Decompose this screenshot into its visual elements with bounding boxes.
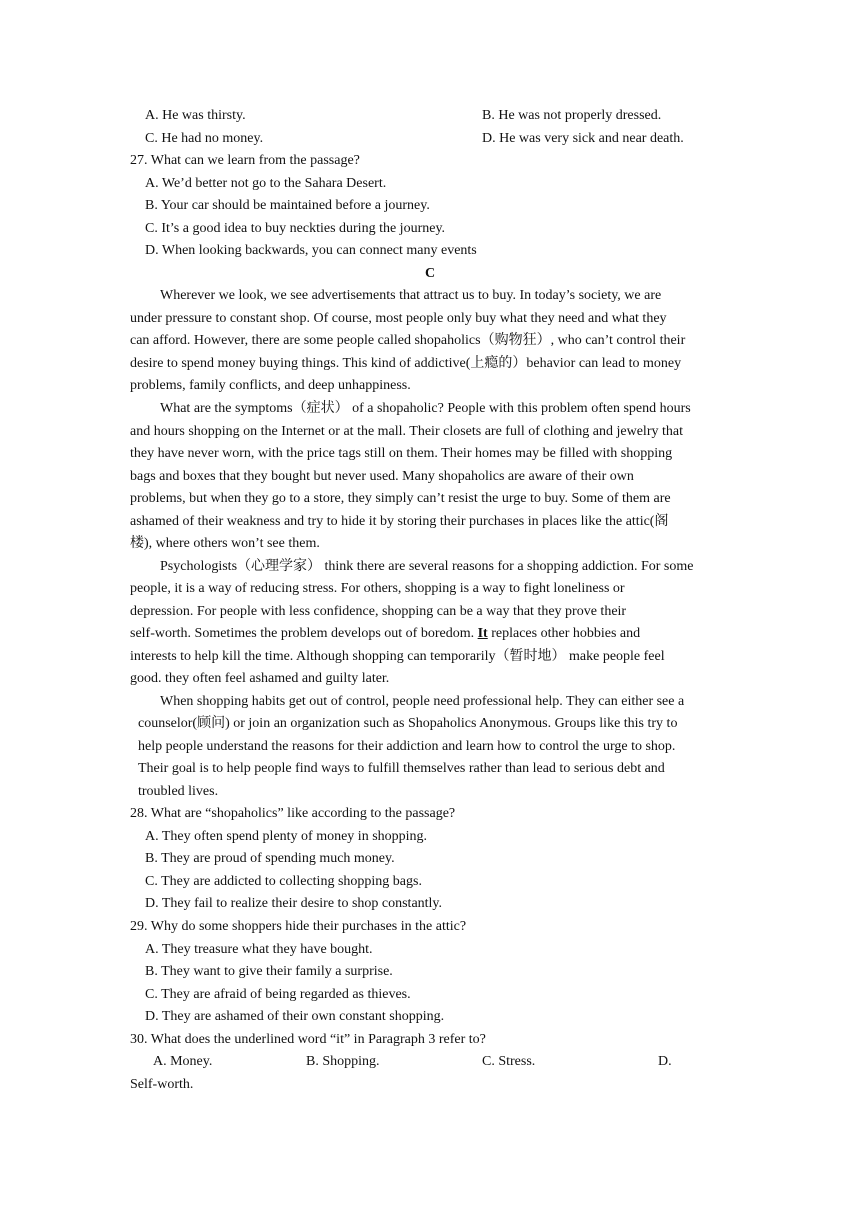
q30-option-d-label: D. [658, 1054, 672, 1069]
passage-line: under pressure to constant shop. Of course, most people only buy what they need and what they [130, 311, 667, 326]
passage-line: When shopping habits get out of control, people need professional help. They can either see a [160, 694, 685, 709]
passage-segment: self-worth. Sometimes the problem develops out of boredom. [130, 626, 478, 641]
q27-option-c: C. It’s a good idea to buy neckties during the journey. [145, 221, 446, 236]
passage-line: counselor(顾问) or join an organization such as Shopaholics Anonymous. Groups like this try to [138, 716, 678, 731]
passage-line: What are the symptoms（症状） of a shopaholic? People with this problem often spend hours [160, 401, 691, 416]
q26-option-b: B. He was not properly dressed. [482, 108, 662, 123]
passage-line: troubled lives. [138, 784, 219, 799]
passage-line-with-underline [130, 625, 640, 643]
q28-option-d: D. They fail to realize their desire to shop constantly. [145, 896, 443, 911]
passage-line: bags and boxes that they bought but never used. Many shopaholics are aware of their own [130, 469, 634, 484]
q27-option-b: B. Your car should be maintained before a journey. [145, 198, 430, 213]
passage-line: desire to spend money buying things. This kind of addictive(上瘾的）behavior can lead to money [130, 356, 682, 371]
q28-option-c: C. They are addicted to collecting shopping bags. [145, 874, 422, 889]
q27-option-d: D. When looking backwards, you can connect many events [145, 243, 477, 258]
passage-line: Wherever we look, we see advertisements that attract us to buy. In today’s society, we are [160, 288, 662, 303]
passage-line: 楼), where others won’t see them. [130, 536, 320, 551]
q29-option-d: D. They are ashamed of their own constant shopping. [145, 1009, 445, 1024]
passage-line: ashamed of their weakness and try to hide it by storing their purchases in places like the attic(阁 [130, 514, 669, 529]
passage-line: people, it is a way of reducing stress. For others, shopping is a way to fight loneliness or [130, 581, 625, 596]
passage-line: problems, family conflicts, and deep unhappiness. [130, 378, 411, 393]
q28-option-a: A. They often spend plenty of money in shopping. [145, 829, 428, 844]
passage-line: can afford. However, there are some people called shopaholics（购物狂）, who can’t control their [130, 333, 686, 348]
q30-option-c: C. Stress. [482, 1054, 536, 1069]
passage-line: depression. For people with less confidence, shopping can be a way that they prove their [130, 604, 627, 619]
q30-option-b: B. Shopping. [306, 1054, 380, 1069]
q29-option-b: B. They want to give their family a surprise. [145, 964, 393, 979]
passage-line: good. they often feel ashamed and guilty later. [130, 671, 390, 686]
q29-option-c: C. They are afraid of being regarded as thieves. [145, 987, 411, 1002]
q27-option-a: A. We’d better not go to the Sahara Desert. [145, 176, 387, 191]
q30-option-a: A. Money. [153, 1054, 213, 1069]
passage-line: Their goal is to help people find ways to fulfill themselves rather than lead to serious debt and [138, 761, 665, 776]
passage-line: and hours shopping on the Internet or at the mall. Their closets are full of clothing and jewelry that [130, 424, 683, 439]
passage-line: problems, but when they go to a store, they simply can’t resist the urge to buy. Some of them are [130, 491, 671, 506]
passage-line: Psychologists（心理学家） think there are several reasons for a shopping addiction. For some [160, 559, 694, 574]
underlined-word-it: It [477, 626, 488, 641]
q29-question: 29. Why do some shoppers hide their purchases in the attic? [130, 919, 467, 934]
q27-question: 27. What can we learn from the passage? [130, 153, 360, 168]
passage-line: help people understand the reasons for their addiction and learn how to control the urge to shop. [138, 739, 676, 754]
q30-question: 30. What does the underlined word “it” in Paragraph 3 refer to? [130, 1032, 486, 1047]
q26-option-c: C. He had no money. [145, 131, 264, 146]
section-heading: C [424, 266, 436, 281]
q26-option-a: A. He was thirsty. [145, 108, 246, 123]
q26-option-d: D. He was very sick and near death. [482, 131, 684, 146]
passage-line: they have never worn, with the price tags still on them. Their homes may be filled with shopping [130, 446, 673, 461]
q30-option-d-text: Self-worth. [130, 1077, 194, 1092]
q28-option-b: B. They are proud of spending much money. [145, 851, 395, 866]
passage-line: interests to help kill the time. Although shopping can temporarily（暂时地） make people feel [130, 649, 665, 664]
passage-segment: replaces other hobbies and [487, 626, 641, 641]
q29-option-a: A. They treasure what they have bought. [145, 942, 373, 957]
q28-question: 28. What are “shopaholics” like according to the passage? [130, 806, 456, 821]
